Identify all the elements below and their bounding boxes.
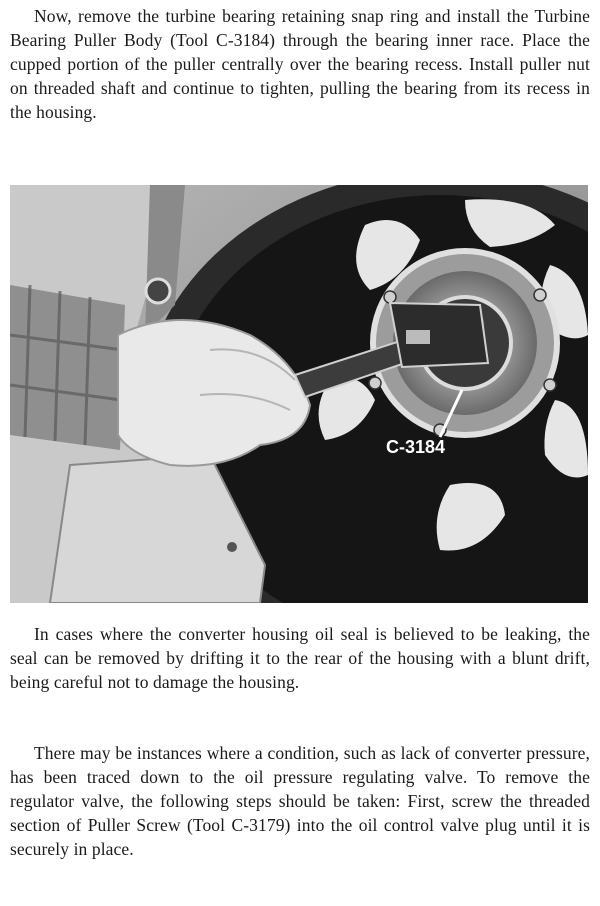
photo-illustration [10, 185, 588, 603]
paragraph-oil-seal-removal: In cases where the converter housing oil seal is believed to be leaking, the seal can be removed by drifting it to the rear of the housing with a blunt drift, being careful not to damage the housing. [10, 624, 590, 692]
tool-callout-label: C-3184 [386, 437, 446, 457]
photo-bearing-puller [10, 185, 588, 603]
paragraph-turbine-bearing-removal: Now, remove the turbine bearing retaining snap ring and install the Turbine Bearing Puller Body (Tool C-3184) through the bearing inner race. Place the cupped portion of the puller centrally over the bearing recess. Install puller nut on threaded shaft and continue to tighten, pulling the bearing from its recess in the housing. [10, 6, 590, 122]
paragraph-regulator-valve: There may be instances where a condition, such as lack of converter pressure, has been traced down to the oil pressure regulating valve. To remove the regulator valve, the following steps should be taken: First, screw the threaded section of Puller Screw (Tool C-3179) into the oil control valve plug until it is securely in place. [10, 743, 590, 859]
